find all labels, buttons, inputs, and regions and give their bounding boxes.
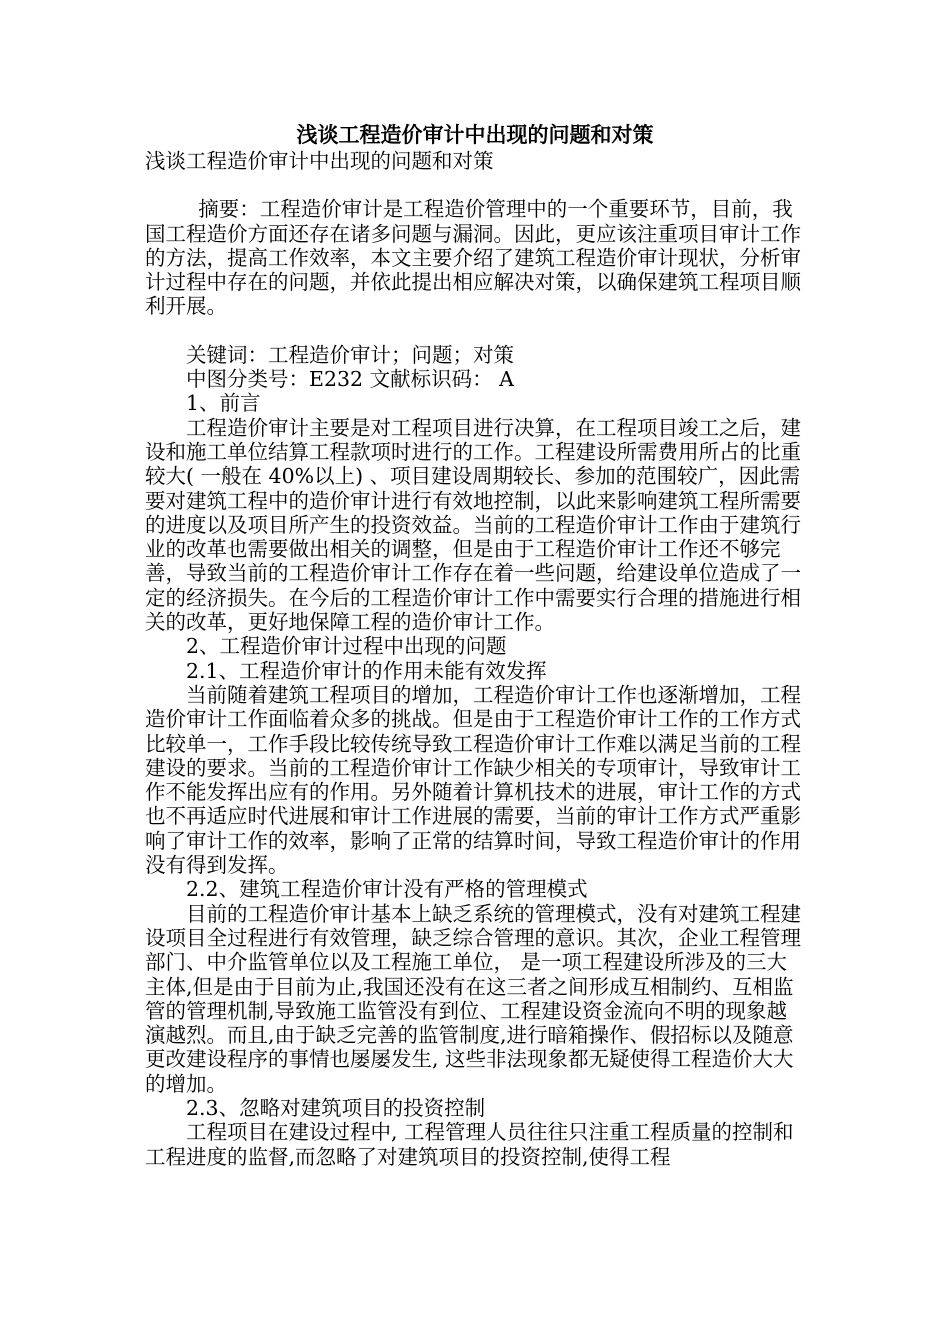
classification-line: 中图分类号：E232 文献标识码： A <box>186 367 514 392</box>
section-paragraph: 当前随着建筑工程项目的增加，工程造价审计工作也逐渐增加，工程造价审计工作面临着众多的挑战。但是由于工程造价审计工作的工作方式比较单一，工作手段比较传统导致工程造价审计工作难以满足当前的工程建设的要求。当前的工程造价审计工作缺少相关的专项审计，导致审计工作不能发挥出应有的作用。另外随着计算机技术的进展，审计工作的方式也不再适应时代进展和审计工作进展的需要，当前的审计工作方式严重影响了审计工作的效率，影响了正常的结算时间，导致工程造价审计的作用没有得到发挥。 <box>145 682 801 878</box>
section-paragraph: 工程项目在建设过程中, 工程管理人员往往只注重工程质量的控制和工程进度的监督,而忽略了对建筑项目的投资控制,使得工程 <box>145 1120 794 1169</box>
section-heading: 1、前言 <box>186 391 261 416</box>
subsection-heading: 2.1、工程造价审计的作用未能有效发挥 <box>186 658 547 683</box>
document-body <box>145 149 805 1169</box>
section-paragraph: 目前的工程造价审计基本上缺乏系统的管理模式，没有对建筑工程建设项目全过程进行有效管理，缺乏综合管理的意识。其次，企业工程管理部门、中介监管单位以及工程施工单位， 是一项工程建设所涉及的三大主体,但是由于目前为止,我国还没有在这三者之间形成互相制约、互相监管的管理机制,导致施工监管没有到位、工程建设资金流向不明的现象越演越烈。而且,由于缺乏完善的监管制度,进行暗箱操作、假招标以及随意更改建设程序的事情也屡屡发生, 这些非法现象都无疑使得工程造价大大的增加。 <box>145 901 801 1096</box>
subsection-heading: 2.2、建筑工程造价审计没有严格的管理模式 <box>186 877 588 902</box>
document-title: 浅谈工程造价审计中出现的问题和对策 <box>296 122 654 147</box>
section-heading: 2、工程造价审计过程中出现的问题 <box>186 634 507 659</box>
blank-line <box>145 173 805 197</box>
blank-line <box>145 319 805 343</box>
section-paragraph: 工程造价审计主要是对工程项目进行决算，在工程项目竣工之后，建设和施工单位结算工程款项时进行的工作。工程建设所需费用所占的比重较大( 一般在 40%以上) 、项目建设周期较长、参加的范围较广，因此需要对建筑工程中的造价审计进行有效地控制，以此来影响建筑工程所需要的进度以及项目所产生的投资效益。当前的工程造价审计工作由于建筑行业的改革也需要做出相关的调整，但是由于工程造价审计工作还不够完善，导致当前的工程造价审计工作存在着一些问题，给建设单位造成了一定的经济损失。在今后的工程造价审计工作中需要实行合理的措施进行相关的改革，更好地保障工程的造价审计工作。 <box>145 415 801 635</box>
subsection-heading: 2.3、忽略对建筑项目的投资控制 <box>186 1095 486 1120</box>
document-subtitle: 浅谈工程造价审计中出现的问题和对策 <box>145 149 494 173</box>
keywords-line: 关键词：工程造价审计；问题；对策 <box>186 342 514 367</box>
abstract-paragraph: 摘要：工程造价审计是工程造价管理中的一个重要环节，目前，我国工程造价方面还存在诸多问题与漏洞。因此，更应该注重项目审计工作的方法，提高工作效率，本文主要介绍了建筑工程造价审计现状，分析审计过程中存在的问题，并依此提出相应解决对策，以确保建筑工程项目顺利开展。 <box>145 197 801 319</box>
